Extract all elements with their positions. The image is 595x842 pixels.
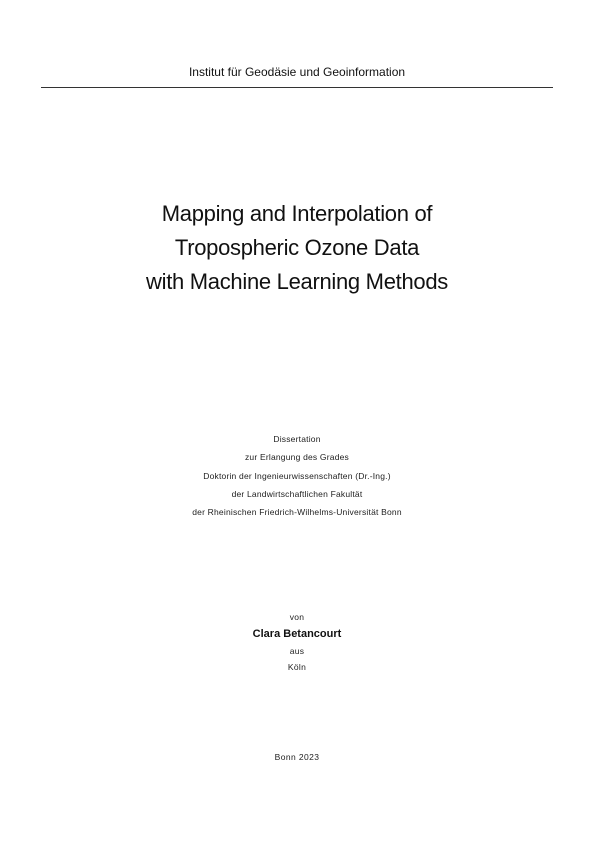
- place-year: Bonn 2023: [274, 752, 320, 762]
- thesis-title: [41, 197, 553, 299]
- institute-name: Institut für Geodäsie und Geoinformation: [188, 65, 406, 79]
- von-label: von: [289, 612, 305, 622]
- author-origin: Köln: [287, 662, 307, 672]
- title-line-3: with Machine Learning Methods: [146, 269, 448, 294]
- dissertation-line-3: Doktorin der Ingenieurwissenschaften (Dr.-Ing.): [203, 470, 391, 481]
- title-line-1: Mapping and Interpolation of: [161, 201, 433, 226]
- title-line-2: Tropospheric Ozone Data: [174, 235, 420, 260]
- dissertation-statement: [41, 430, 553, 521]
- author-name: Clara Betancourt: [252, 628, 342, 640]
- dissertation-line-1: Dissertation: [273, 434, 321, 444]
- author-block: [41, 609, 553, 675]
- dissertation-line-4: der Landwirtschaftlichen Fakultät: [231, 488, 363, 499]
- aus-label: aus: [289, 646, 305, 656]
- dissertation-line-5: der Rheinischen Friedrich-Wilhelms-Universität Bonn: [192, 507, 402, 518]
- dissertation-line-2: zur Erlangung des Grades: [244, 452, 350, 463]
- header-rule: [41, 87, 553, 88]
